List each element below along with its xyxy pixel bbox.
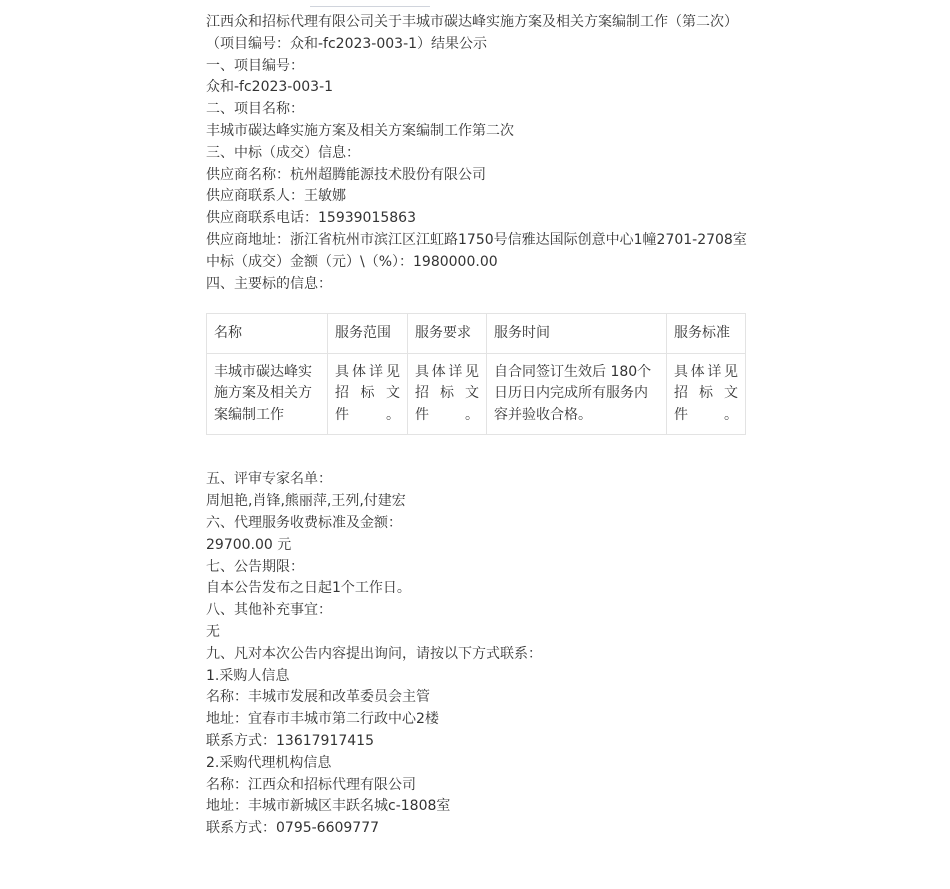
award-info-heading: 三、中标（成交）信息： [206, 144, 360, 161]
table-cell: 自合同签订生效后 180个日历日内完成所有服务内容并验收合格。 [487, 353, 667, 435]
table-header-cell: 服务要求 [408, 314, 487, 354]
supplier-phone: 供应商联系电话：15939015863 [206, 210, 416, 227]
project-number-heading: 一、项目编号： [206, 57, 304, 74]
supplier-address: 供应商地址：浙江省杭州市滨江区江虹路1750号信雅达国际创意中心1幢2701-2708室 [206, 231, 747, 248]
purchaser-address: 地址：宜春市丰城市第二行政中心2楼 [206, 711, 439, 728]
notice-period-heading: 七、公告期限： [206, 558, 304, 575]
table-header-cell: 服务范围 [328, 314, 408, 354]
other-matters-heading: 八、其他补充事宜： [206, 602, 332, 619]
announcement-title: 江西众和招标代理有限公司关于丰城市碳达峰实施方案及相关方案编制工作（第二次）（项目编号：众和-fc2023-003-1）结果公示 [206, 14, 738, 52]
table-header-cell: 服务标准 [667, 314, 746, 354]
contact-heading: 九、凡对本次公告内容提出询问，请按以下方式联系： [206, 645, 542, 662]
table-cell: 丰城市碳达峰实施方案及相关方案编制工作 [207, 353, 328, 435]
announcement-body [206, 12, 746, 840]
purchaser-heading: 1.采购人信息 [206, 667, 290, 684]
award-amount: 中标（成交）金额（元）\（%）：1980000.00 [206, 253, 498, 270]
agency-fee-heading: 六、代理服务收费标准及金额： [206, 514, 402, 531]
purchaser-name: 名称：丰城市发展和改革委员会主管 [206, 689, 430, 706]
expert-list-heading: 五、评审专家名单： [206, 471, 332, 488]
project-name-heading: 二、项目名称： [206, 101, 304, 118]
notice-period-value: 自本公告发布之日起1个工作日。 [206, 580, 411, 597]
supplier-name: 供应商名称：杭州超腾能源技术股份有限公司 [206, 166, 486, 183]
project-number-value: 众和-fc2023-003-1 [206, 79, 334, 96]
other-matters-value: 无 [206, 623, 220, 640]
expert-list-value: 周旭艳,肖锋,熊丽萍,王列,付建宏 [206, 493, 406, 510]
subject-info-heading: 四、主要标的信息： [206, 275, 332, 292]
supplier-contact: 供应商联系人：王敏娜 [206, 188, 346, 205]
table-row [207, 353, 746, 435]
table-cell: 具体详见招标文件。 [328, 353, 408, 435]
agency-contact: 联系方式：0795-6609777 [206, 820, 380, 837]
project-name-value: 丰城市碳达峰实施方案及相关方案编制工作第二次 [206, 122, 514, 139]
purchaser-contact: 联系方式：13617917415 [206, 732, 374, 749]
table-header-cell: 服务时间 [487, 314, 667, 354]
table-header-row [207, 314, 746, 354]
subject-info-table [206, 313, 746, 435]
agency-address: 地址：丰城市新城区丰跃名城c-1808室 [206, 798, 451, 815]
agency-name: 名称：江西众和招标代理有限公司 [206, 776, 416, 793]
top-divider [310, 6, 430, 7]
table-header-cell: 名称 [207, 314, 328, 354]
agency-fee-value: 29700.00 元 [206, 536, 292, 553]
table-cell: 具体详见招标文件。 [667, 353, 746, 435]
agency-heading: 2.采购代理机构信息 [206, 754, 332, 771]
table-cell: 具体详见招标文件。 [408, 353, 487, 435]
